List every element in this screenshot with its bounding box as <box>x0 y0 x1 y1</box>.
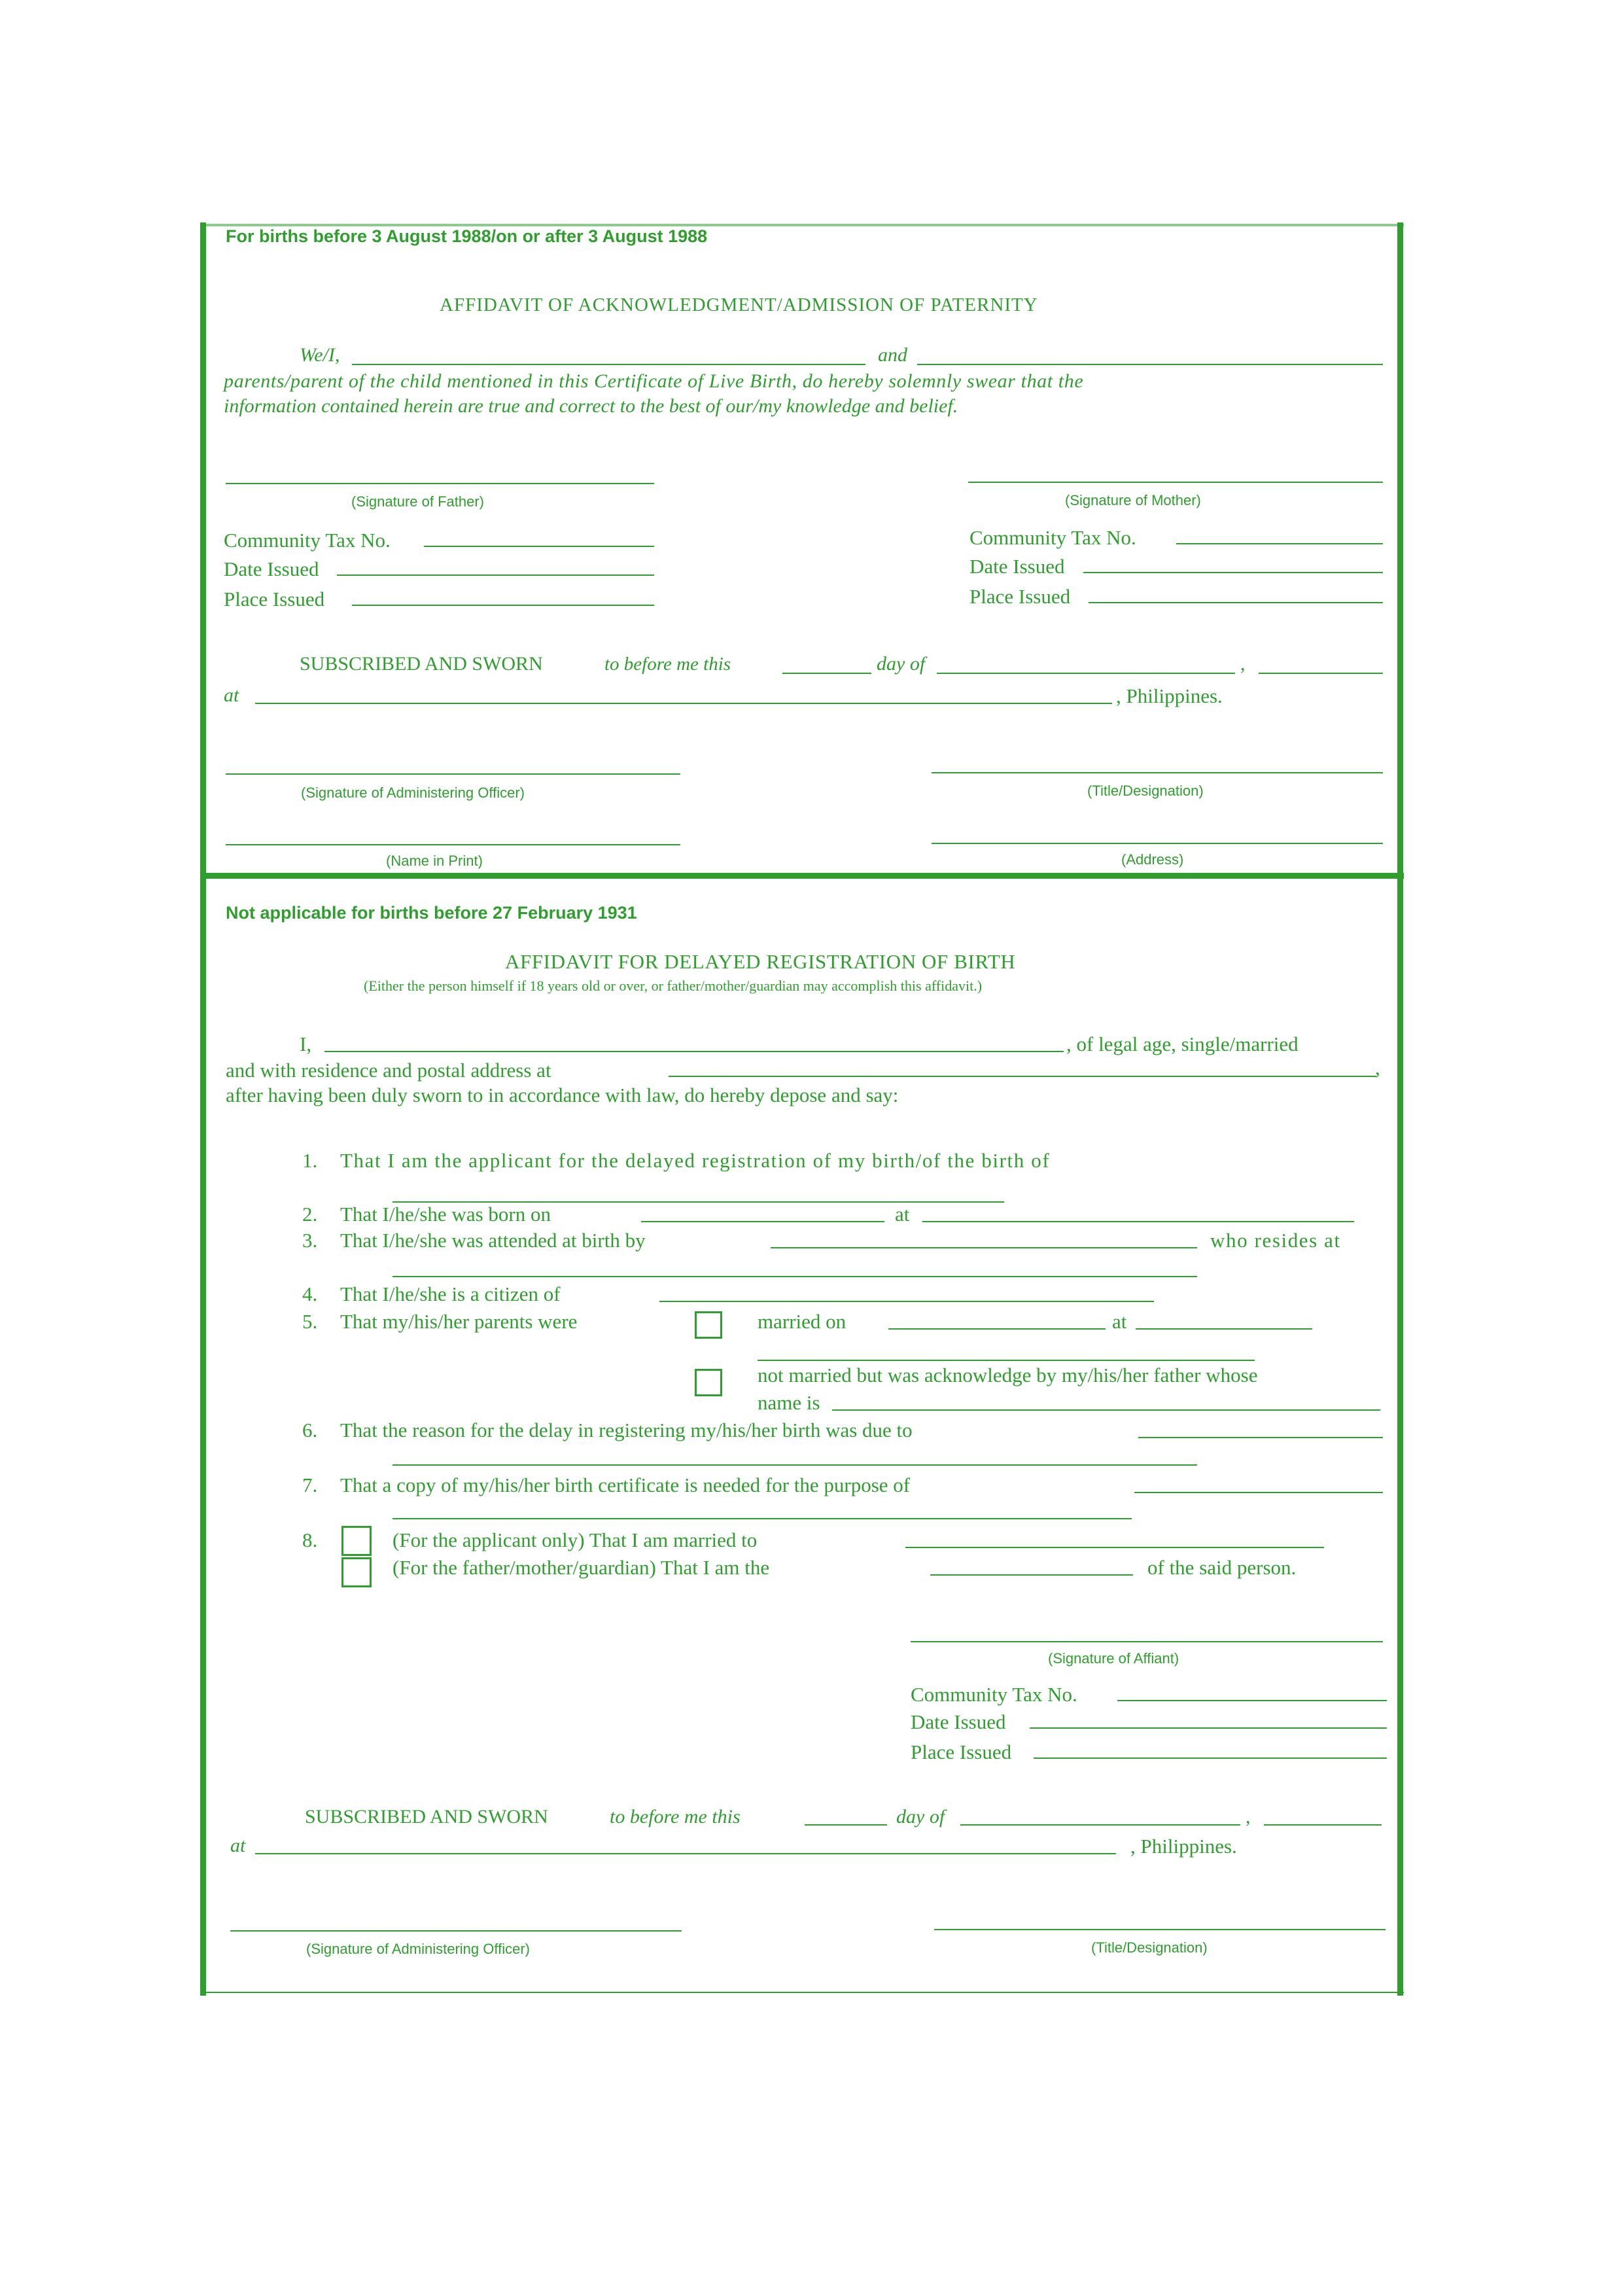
sworn-month-field[interactable] <box>937 673 1235 674</box>
sworn-comma-2: , <box>1246 1806 1251 1828</box>
item-3-text: That I/he/she was attended at birth by <box>340 1229 646 1252</box>
paternity-title: AFFIDAVIT OF ACKNOWLEDGMENT/ADMISSION OF PATERNITY <box>440 294 1038 315</box>
oath-line-1: parents/parent of the child mentioned in this Certificate of Live Birth, do hereby solemnly swear that the <box>224 370 1084 392</box>
title-designation-caption: (Title/Designation) <box>1087 783 1204 799</box>
title-designation-caption-2: (Title/Designation) <box>1091 1939 1208 1956</box>
delayed-title: AFFIDAVIT FOR DELAYED REGISTRATION OF BIRTH <box>505 950 1016 973</box>
attendant-residence-field[interactable] <box>393 1276 1197 1277</box>
philippines-label-2: , Philippines. <box>1130 1835 1237 1858</box>
signature-mother-caption: (Signature of Mother) <box>1065 492 1201 508</box>
name-in-print-caption: (Name in Print) <box>386 853 483 869</box>
depose-text: after having been duly sworn to in accordance with law, do hereby depose and say: <box>226 1084 899 1106</box>
at-label: at <box>224 684 239 706</box>
affiant-date-issued-field[interactable] <box>1030 1727 1387 1729</box>
item-7-text: That a copy of my/his/her birth certificate is needed for the purpose of <box>340 1474 911 1496</box>
sworn-year-field[interactable] <box>1259 673 1383 674</box>
delayed-note: Not applicable for births before 27 February 1931 <box>226 903 637 923</box>
affiant-ctc-label: Community Tax No. <box>911 1683 1077 1706</box>
father-place-issued-field[interactable] <box>352 605 654 606</box>
section-divider <box>200 873 1404 879</box>
father-date-issued-field[interactable] <box>337 574 654 576</box>
item-8-number: 8. <box>302 1528 318 1551</box>
address-caption: (Address) <box>1121 851 1184 868</box>
applicant-married-checkbox[interactable] <box>341 1526 372 1556</box>
mother-name-field[interactable] <box>917 364 1383 365</box>
affiant-signature-caption: (Signature of Affiant) <box>1048 1650 1179 1667</box>
item-1-text: That I am the applicant for the delayed registration of my birth/of the birth of <box>340 1149 1051 1172</box>
purpose-field-2[interactable] <box>393 1518 1132 1519</box>
father-name-field[interactable] <box>352 364 865 365</box>
father-date-issued-label: Date Issued <box>224 557 319 580</box>
attendant-field[interactable] <box>771 1247 1197 1248</box>
philippines-label: , Philippines. <box>1116 684 1223 707</box>
item-5-text: That my/his/her parents were <box>340 1310 578 1333</box>
sworn-label-2: SUBSCRIBED AND SWORN <box>305 1806 548 1828</box>
residence-label: and with residence and postal address at <box>226 1059 551 1082</box>
birth-place-field[interactable] <box>922 1221 1354 1222</box>
purpose-field[interactable] <box>1134 1492 1383 1493</box>
parents-married-checkbox[interactable] <box>695 1311 722 1339</box>
parents-not-married-checkbox[interactable] <box>695 1369 722 1396</box>
residence-field[interactable] <box>669 1076 1376 1077</box>
sworn-day-field[interactable] <box>782 673 871 674</box>
affiant-name-field[interactable] <box>324 1051 1064 1052</box>
mother-signature-line[interactable] <box>968 482 1383 483</box>
married-on-label: married on <box>758 1310 846 1333</box>
affiant-signature-line[interactable] <box>911 1641 1383 1642</box>
delayed-subtitle: (Either the person himself if 18 years old or over, or father/mother/guardian may accomplish this affidavit.) <box>364 978 983 994</box>
sworn-label: SUBSCRIBED AND SWORN <box>300 653 543 675</box>
mother-place-issued-label: Place Issued <box>969 585 1071 608</box>
sworn-month-field-2[interactable] <box>960 1824 1240 1826</box>
marriage-place-field[interactable] <box>1136 1328 1312 1330</box>
not-married-text: not married but was acknowledge by my/his/her father whose <box>758 1364 1258 1386</box>
officer-signature-caption-2: (Signature of Administering Officer) <box>306 1941 530 1957</box>
mother-ctc-field[interactable] <box>1176 543 1383 544</box>
sworn-comma: , <box>1240 653 1246 675</box>
item-5-at: at <box>1112 1310 1127 1333</box>
affiant-place-issued-label: Place Issued <box>911 1740 1012 1763</box>
delay-reason-field-2[interactable] <box>393 1464 1197 1466</box>
item-2-at: at <box>895 1203 910 1226</box>
day-of-label: day of <box>877 653 926 675</box>
father-name-field-2[interactable] <box>832 1409 1380 1411</box>
relationship-field[interactable] <box>930 1574 1133 1576</box>
officer-title-line-2[interactable] <box>934 1929 1386 1930</box>
address-line[interactable] <box>932 843 1383 844</box>
affiant-ctc-field[interactable] <box>1117 1700 1387 1701</box>
sworn-place-field-2[interactable] <box>255 1853 1116 1854</box>
name-is-label: name is <box>758 1391 820 1414</box>
oath-line-2: information contained herein are true and correct to the best of our/my knowledge and belief. <box>224 395 958 417</box>
citizenship-field[interactable] <box>659 1301 1154 1302</box>
mother-ctc-label: Community Tax No. <box>969 526 1136 549</box>
sworn-text: to before me this <box>604 654 731 675</box>
sworn-place-field[interactable] <box>255 703 1112 704</box>
item-3-resides: who resides at <box>1210 1229 1341 1252</box>
officer-signature-line[interactable] <box>226 773 680 775</box>
affiant-place-issued-field[interactable] <box>1034 1757 1387 1759</box>
affiant-date-issued-label: Date Issued <box>911 1710 1006 1733</box>
residence-comma: , <box>1375 1056 1380 1079</box>
signature-father-caption: (Signature of Father) <box>351 493 484 510</box>
legal-age-text: , of legal age, single/married <box>1066 1033 1299 1055</box>
marriage-date-field[interactable] <box>888 1328 1106 1330</box>
item-2-text: That I/he/she was born on <box>340 1203 551 1226</box>
item-4-number: 4. <box>302 1282 318 1305</box>
name-in-print-line[interactable] <box>226 844 680 845</box>
mother-date-issued-label: Date Issued <box>969 555 1065 578</box>
item-7-number: 7. <box>302 1474 318 1496</box>
guardian-checkbox[interactable] <box>341 1557 372 1587</box>
day-of-label-2: day of <box>896 1806 945 1828</box>
item-6-text: That the reason for the delay in registering my/his/her birth was due to <box>340 1419 913 1441</box>
item-8b-text: (For the father/mother/guardian) That I am the <box>393 1556 770 1579</box>
item-3-number: 3. <box>302 1229 318 1252</box>
mother-date-issued-field[interactable] <box>1083 572 1383 573</box>
father-place-issued-label: Place Issued <box>224 588 325 610</box>
mother-place-issued-field[interactable] <box>1089 602 1383 603</box>
item-4-text: That I/he/she is a citizen of <box>340 1282 561 1305</box>
father-ctc-label: Community Tax No. <box>224 529 391 552</box>
i-label: I, <box>300 1033 312 1055</box>
item-6-number: 6. <box>302 1419 318 1441</box>
spouse-name-field[interactable] <box>905 1547 1324 1548</box>
bottom-border <box>200 1992 1404 1993</box>
left-border <box>200 222 206 1996</box>
sworn-text-2: to before me this <box>610 1806 741 1828</box>
top-note: For births before 3 August 1988/on or after 3 August 1988 <box>226 226 708 246</box>
item-8b-end: of the said person. <box>1147 1556 1297 1579</box>
sworn-day-field-2[interactable] <box>805 1824 887 1826</box>
marriage-place-field-2[interactable] <box>758 1360 1255 1361</box>
right-border <box>1397 222 1403 1996</box>
father-ctc-field[interactable] <box>424 546 654 547</box>
sworn-year-field-2[interactable] <box>1264 1824 1382 1826</box>
and-label: and <box>878 344 907 366</box>
officer-signature-caption: (Signature of Administering Officer) <box>301 785 525 801</box>
item-1-number: 1. <box>302 1149 318 1172</box>
item-8a-text: (For the applicant only) That I am married to <box>393 1528 758 1551</box>
officer-title-line[interactable] <box>932 772 1383 773</box>
birth-date-field[interactable] <box>641 1221 884 1222</box>
we-label: We/I, <box>300 344 340 366</box>
item-2-number: 2. <box>302 1203 318 1226</box>
at-label-2: at <box>230 1835 246 1856</box>
delay-reason-field[interactable] <box>1138 1437 1383 1438</box>
officer-signature-line-2[interactable] <box>230 1930 682 1932</box>
father-signature-line[interactable] <box>226 483 654 484</box>
item-5-number: 5. <box>302 1310 318 1333</box>
